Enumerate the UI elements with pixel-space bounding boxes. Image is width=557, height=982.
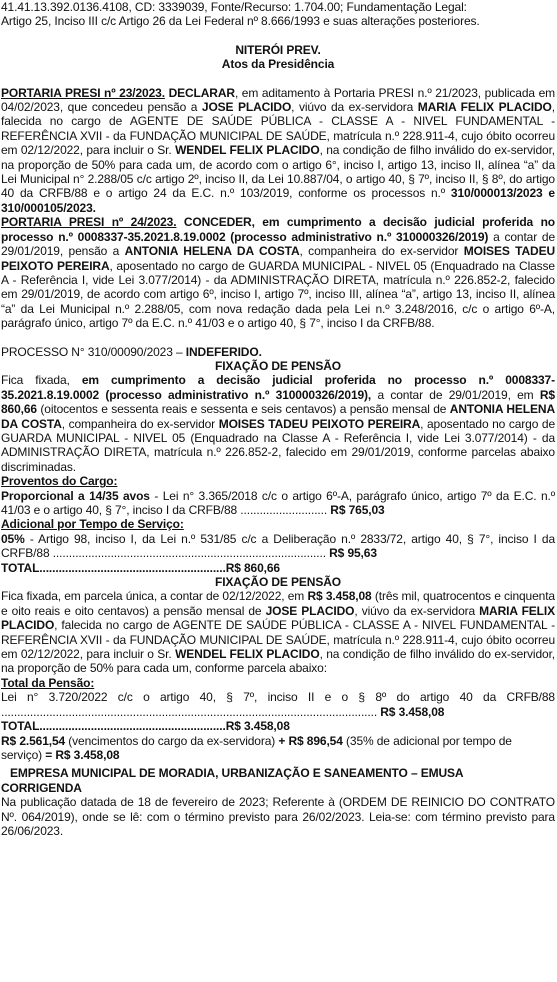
judicial-clause: em cumprimento a decisão judicial proferida no processo n.º 0008337-35.2021.8.19.0002 (processo administrativo n.º 310000326/2019), (1, 373, 555, 402)
text-run: , aposentado no cargo de GUARDA MUNICIPAL - NIVEL 05 (Enquadrado na Classe A - Referência I, vide Lei 3.077/2014) - da ADMINISTRAÇÃO DIRETA, matrícula n.º 226.852-2, falecido em 29/01/2019, de acordo com artigo 6º, inciso I, artigo 7º, inciso III, alínea “a”, artigo 13, inciso II, alínea “a” da Lei Municipal n.º 2.288/05, com nova redação dada pela Lei n.º 3.248/2016, c/c o artigo 6º-A, parágrafo único, artigo 7º da E.C. n.º 41/03 e o artigo 40, § 7°, inciso I da CRFB/88. (1, 258, 555, 331)
text-run: , aposentado no cargo de GUARDA MUNICIPAL - NIVEL 05 (Enquadrado na Classe A - Referência I, vide Lei 3.077/2014) - da ADMINISTRAÇÃO DIRETA, matrícula n.º 226.852-2, falecido em 29/01/2019, conforme parcelas abaixo discriminadas. (1, 416, 555, 474)
lei-line (1, 690, 555, 719)
fixacao-1-title: FIXAÇÃO DE PENSÃO (215, 358, 341, 373)
text-run: - Lei n° 3.365/2018 c/c o artigo 6º-A, parágrafo único, artigo 7º da E.C. n.º 41/03 e o artigo 40, § 7°, inciso I da CRFB/88 ........................... (1, 488, 555, 517)
fixacao-2-paragraph (1, 589, 555, 675)
pension-amount: R$ 860,66 (1, 387, 555, 417)
org-heading: NITERÓI PREV. (235, 42, 321, 57)
process-numbers: 310/000013/2023 e 310/000105/2023. (1, 186, 555, 215)
portaria-24-label: PORTARIA PRESI nº 24/2023. (1, 215, 177, 230)
fixacao-1-total: TOTAL..........................................................R$ 860,66 (1, 560, 280, 575)
intro-line-1: 41.41.13.392.0136.4108, CD: 3339039, Fonte/Recurso: 1.704.00; Fundamentação Legal: (1, 0, 467, 14)
beneficiary-name: ANTONIA HELENA DA COSTA (124, 244, 300, 259)
portaria-23-verb: DECLARAR (168, 85, 235, 100)
adicional-value: R$ 95,63 (329, 546, 377, 561)
servant-name: MARIA FELIX PLACIDO (1, 603, 555, 633)
text-run: a contar de 29/01/2019, pensão a (1, 229, 555, 259)
proventos-heading: Proventos do Cargo: (1, 474, 118, 489)
text-run: , viúvo da ex-servidora (291, 100, 418, 115)
lei-value: R$ 3.458,08 (380, 704, 445, 719)
spacer (1, 29, 555, 43)
son-name: WENDEL FELIX PLACIDO (175, 647, 320, 662)
text-run: , falecida no cargo de AGENTE DE SAÚDE PÚBLICA - CLASSE A - NIVEL FUNDAMENTAL - REFERÊNCIA XVII - da FUNDAÇÃO MUNICIPAL DE SAÚDE, matrícula n.º 228.911-4, cujo óbito ocorreu em 02/12/2022, para incluir o Sr. (1, 100, 555, 158)
text-run: , viúvo da ex-servidora (354, 603, 480, 618)
proventos-value: R$ 765,03 (330, 503, 385, 517)
emusa-paragraph: Na publicação datada de 18 de fevereiro de 2023; Referente à (ORDEM DE REINICIO DO CONTRATO Nº. 064/2019), onde se lê: com o término previsto para 26/02/2023. Leia-se: com término previsto para 26/06/2023. (1, 795, 555, 838)
intro-line-2: Artigo 25, Inciso III c/c Artigo 26 da Lei Federal nº 8.666/1993 e suas alterações posteriores. (1, 14, 480, 29)
servant-name: MARIA FELIX PLACIDO (417, 100, 552, 115)
text-run: (vencimentos do cargo da ex-servidora) (65, 733, 279, 748)
processo-text: PROCESSO N° 310/00090/2023 – (1, 344, 186, 359)
corrigenda-heading: CORRIGENDA (1, 780, 82, 795)
beneficiary-name: ANTONIA HELENA DA COSTA (1, 402, 555, 431)
adicional-line (1, 532, 555, 561)
text-run: - Artigo 98, inciso I, da Lei n.º 531/85 c/c a Deliberação n.º 2833/72, artigo 40, § 7°, inciso I da CRFB/88 ..................................................................................... (1, 531, 555, 561)
text-run: (três mil, quatrocentos e cinquenta e oito reais e oito centavos) a pensão mensal de (1, 589, 555, 618)
fixacao-2-title: FIXAÇÃO DE PENSÃO (215, 575, 341, 590)
processo-line (1, 345, 555, 359)
summary-value-a: R$ 2.561,54 (1, 733, 66, 748)
adicional-percent: 05% (1, 531, 25, 546)
summary-value-b: + R$ 896,54 (278, 733, 343, 748)
servant-name: MOISES TADEU PEIXOTO PEREIRA (218, 416, 421, 431)
portaria-23-paragraph (1, 86, 555, 216)
proventos-line (1, 489, 555, 518)
son-name: WENDEL FELIX PLACIDO (175, 143, 320, 158)
text-run: , falecida no cargo de AGENTE DE SAÚDE PÚBLICA - CLASSE A - NIVEL FUNDAMENTAL - REFERÊNCIA XVII - da FUNDAÇÃO MUNICIPAL DE SAÚDE, matrícula n.º 228.911-4, cujo óbito ocorreu em 02/12/2022, para incluir o Sr. (1, 618, 555, 662)
fixacao-1-paragraph (1, 373, 555, 474)
emusa-heading: EMPRESA MUNICIPAL DE MORADIA, URBANIZAÇÃO E SANEAMENTO – EMUSA (10, 766, 464, 781)
pension-amount: R$ 3.458,08 (307, 589, 372, 604)
summary-total: = R$ 3.458,08 (45, 747, 120, 762)
portaria-23-label: PORTARIA PRESI nº 23/2023. (1, 85, 165, 100)
text-run: , na condição de filho inválido do ex-servidor, na proporção de 50% para cada um, de acordo com o artigo 6°, inciso I, artigo 13, inciso II, alínea “a” da Lei Municipal n° 2.288/05 c/c artigo 2º, inciso II, da Lei 10.887/04, o artigo 40, § 7º, inciso II, § 8º, do artigo 40 da CRFB/88 e o artigo 24 da E.C. n.º 103/2019, conforme os processos n.º (1, 143, 555, 201)
text-run: Fica fixada, em parcela única, a contar de 02/12/2022, em (1, 589, 308, 604)
section-heading: Atos da Presidência (221, 57, 335, 72)
adicional-heading: Adicional por Tempo de Serviço: (1, 517, 184, 532)
fixacao-2-summary (1, 734, 555, 763)
spacer (1, 72, 555, 86)
text-run: Fica fixada, (1, 373, 82, 388)
portaria-24-verb: CONCEDER, em cumprimento a decisão judicial proferida no processo n.º 0008337-35.2021.8.19.0002 (processo administrativo n.º 310000326/2019) (1, 215, 555, 244)
text-run: , companheira do ex-servidor (61, 416, 219, 431)
beneficiary-name: JOSE PLACIDO (265, 603, 355, 618)
text-run: Lei n° 3.720/2022 c/c o artigo 40, § 7º, inciso II e o § 8º do artigo 40 da CRFB/88 ..................................................................................................................... (1, 690, 555, 719)
text-run: a contar de 29/01/2019, em (371, 387, 540, 402)
portaria-24-paragraph (1, 215, 555, 330)
total-pensao-heading: Total da Pensão: (1, 675, 95, 690)
proportion-label: Proporcional a 14/35 avos (1, 488, 150, 503)
text-run: , na condição de filho inválido do ex-servidor, na proporção de 50% para cada um, conforme parcela abaixo: (1, 647, 555, 676)
text-run: , companheira do ex-servidor (299, 244, 464, 259)
spacer (1, 331, 555, 345)
text-run: , em aditamento à Portaria PRESI n.º 21/2023, publicada em 04/02/2023, que concedeu pensão a (1, 85, 555, 115)
processo-status: INDEFERIDO. (185, 344, 262, 359)
beneficiary-name: JOSE PLACIDO (201, 100, 292, 115)
text-run: (35% de adicional por tempo de serviço) (1, 733, 512, 762)
text-run: (oitocentos e sessenta reais e sessenta e seis centavos) a pensão mensal de (36, 402, 450, 417)
fixacao-2-total: TOTAL..........................................................R$ 3.458,08 (1, 719, 290, 734)
servant-name: MOISES TADEU PEIXOTO PEREIRA (1, 244, 556, 273)
